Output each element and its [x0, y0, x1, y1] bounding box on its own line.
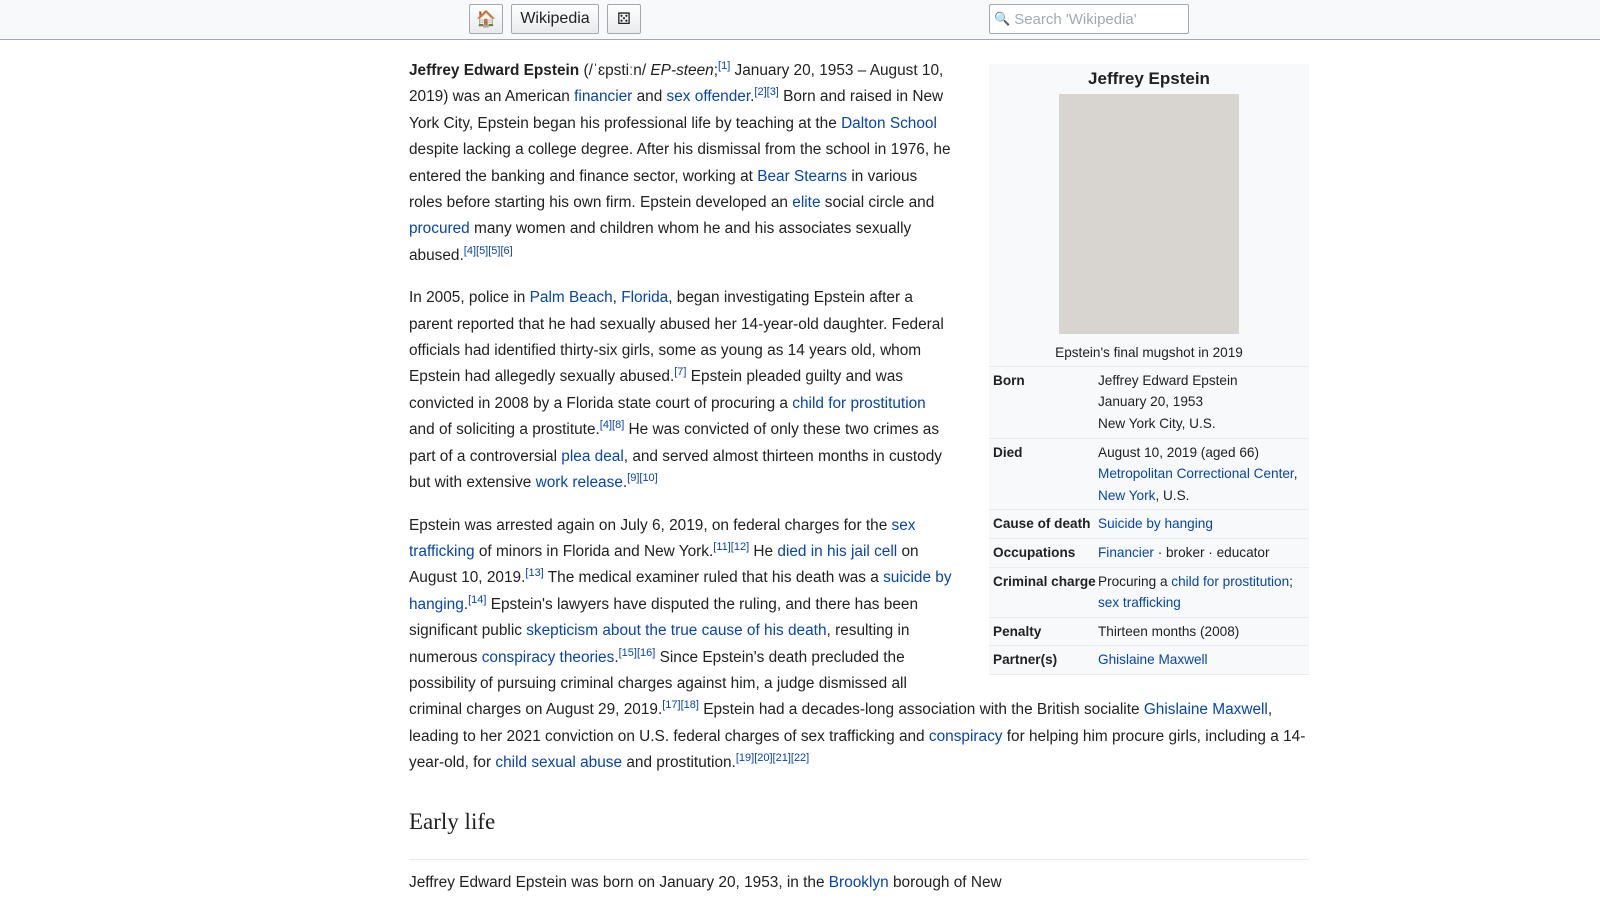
text-run: Born and raised in New York City, Epstein began his professional life by teaching at the — [409, 88, 944, 132]
bold-text: Jeffrey Edward Epstein — [409, 62, 580, 79]
wiki-link[interactable]: sex trafficking — [409, 516, 916, 560]
citation-ref[interactable]: [4][8] — [599, 419, 625, 432]
text-run: , and served almost thirteen months in custody but with extensive — [409, 447, 943, 492]
citation-ref[interactable]: [7] — [674, 366, 687, 379]
text-run: Epstein's lawyers have disputed the ruling, and there has been significant public — [409, 595, 919, 640]
text-run: January 20, 1953 — [1098, 394, 1204, 410]
text-run: . — [614, 648, 619, 666]
text-run: for helping him procure girls, including a 14-year-old, for — [409, 727, 1306, 772]
wiki-link[interactable]: procured — [409, 220, 470, 238]
text-run: on August 10, 2019. — [409, 542, 919, 587]
wiki-link[interactable]: Dalton School — [841, 114, 937, 132]
wiki-link[interactable]: Ghislaine Maxwell — [1143, 701, 1268, 719]
text-run: borough of New — [888, 873, 1002, 891]
infobox-label: Criminal charge — [993, 573, 1096, 589]
dice-icon: ⚄ — [617, 11, 631, 28]
wiki-link[interactable]: New York — [1098, 487, 1156, 503]
text-run: Epstein was arrested again on July 6, 2019, on federal charges for the — [409, 516, 892, 534]
article-content — [409, 58, 1309, 900]
text-run: Jeffrey Edward Epstein — [1098, 372, 1238, 388]
text-run: Epstein pleaded guilty and was convicted in 2008 by a Florida state court of procuring a — [409, 368, 903, 412]
infobox-title: Jeffrey Epstein — [1088, 69, 1210, 88]
search-box[interactable] — [989, 4, 1189, 34]
infobox — [989, 64, 1309, 675]
text-run: Since Epstein's death precluded the possibility of pursuing criminal charges against him, a judge dismissed all criminal charges on August 29, 2019. — [409, 648, 907, 719]
infobox-value — [1098, 621, 1309, 643]
home-button[interactable] — [469, 4, 503, 34]
random-article-button[interactable] — [607, 4, 641, 34]
infobox-row — [989, 568, 1309, 618]
text-run: He was convicted of only these two crimes as part of a controversial — [409, 421, 940, 465]
citation-ref[interactable]: [19][20][21][22] — [735, 752, 810, 765]
text-run: , leading to her 2021 conviction on U.S. federal charges of sex trafficking and — [409, 701, 1273, 745]
text-run: January 20, 1953 – August 10, 2019) was an American — [409, 62, 944, 106]
text-run: in various roles before starting his own firm. Epstein developed an — [409, 167, 918, 212]
infobox-image-wrap — [989, 92, 1309, 341]
infobox-label: Died — [993, 444, 1023, 460]
infobox-label: Cause of death — [993, 516, 1091, 532]
text-run: , U.S. — [1155, 487, 1190, 503]
citation-ref[interactable]: [2][3] — [754, 86, 779, 99]
text-run: The medical examiner ruled that his death was a — [543, 569, 884, 587]
infobox-caption: Epstein's final mugshot in 2019 — [989, 340, 1309, 367]
infobox-value — [1098, 370, 1309, 435]
infobox-value — [1098, 513, 1309, 535]
infobox-label: Occupations — [993, 544, 1076, 560]
citation-ref[interactable]: [14] — [468, 593, 487, 606]
wiki-link[interactable]: plea deal — [561, 447, 624, 465]
infobox-value — [1098, 571, 1309, 614]
wiki-link[interactable]: sex trafficking — [1098, 595, 1181, 611]
text-run: , — [612, 289, 622, 307]
text-run: Jeffrey Edward Epstein was born on January 20, 1953, in the — [409, 873, 829, 891]
wiki-link[interactable]: Bear Stearns — [757, 167, 848, 185]
search-input[interactable] — [1014, 11, 1184, 28]
wiki-link[interactable]: skepticism about the true cause of his death — [526, 622, 827, 640]
infobox-value — [1098, 649, 1309, 671]
wiki-link[interactable]: financier — [574, 88, 633, 106]
infobox-label: Partner(s) — [993, 652, 1058, 668]
infobox-row — [989, 618, 1309, 647]
wiki-link[interactable]: child sexual abuse — [495, 754, 623, 772]
infobox-label: Penalty — [993, 623, 1042, 639]
infobox-label: Born — [993, 372, 1025, 388]
citation-ref[interactable]: [17][18] — [662, 699, 699, 712]
text-run: Procuring a — [1098, 573, 1172, 589]
text-run: , — [1293, 466, 1298, 482]
text-run: · broker · educator — [1153, 544, 1270, 560]
wiki-link[interactable]: Ghislaine Maxwell — [1098, 652, 1208, 668]
early-life-paragraph — [409, 870, 1309, 896]
wiki-link[interactable]: Florida — [621, 289, 669, 307]
magnifier-icon: 🔍 — [994, 11, 1011, 26]
citation-ref[interactable]: [9][10] — [627, 471, 658, 484]
wiki-link[interactable]: Financier — [1098, 544, 1154, 560]
citation-ref[interactable]: [1] — [718, 59, 731, 72]
infobox-row — [989, 367, 1309, 439]
text-run: , began investigating Epstein after a parent reported that he had sexually abused her 14-year-old daughter. Federal officials had identified thirty-six girls, some as young as 14 years old, whom Epstein had allegedly sexually abused. — [409, 289, 944, 386]
wiki-link[interactable]: work release — [535, 474, 623, 492]
infobox-value — [1098, 542, 1309, 564]
text-run: and — [632, 88, 667, 106]
wiki-link[interactable]: suicide by hanging — [409, 569, 952, 613]
wiki-link[interactable]: conspiracy theories — [481, 648, 615, 666]
wiki-link[interactable]: elite — [792, 194, 821, 212]
home-icon: 🏠 — [476, 11, 496, 28]
infobox-value — [1098, 442, 1309, 507]
text-run: and prostitution. — [622, 754, 736, 772]
wiki-link[interactable]: conspiracy — [928, 727, 1003, 745]
infobox-row — [989, 646, 1309, 675]
wiki-link[interactable]: Metropolitan Correctional Center — [1098, 466, 1294, 482]
wiki-link[interactable]: sex offender — [666, 88, 751, 106]
text-run: social circle and — [820, 194, 935, 212]
wiki-link[interactable]: Suicide by hanging — [1098, 516, 1213, 532]
citation-ref[interactable]: [4][5][5][6] — [463, 244, 513, 257]
wiki-link[interactable]: child for prostitution — [1171, 573, 1290, 589]
text-run: . — [750, 88, 755, 106]
infobox-row — [989, 439, 1309, 511]
text-run: despite lacking a college degree. After his dismissal from the school in 1976, he entered the banking and finance sector, working at — [409, 141, 951, 185]
wiki-link[interactable]: died in his jail cell — [777, 542, 898, 560]
text-run: In 2005, police in — [409, 289, 530, 307]
wiki-link[interactable]: child for prostitution — [792, 394, 926, 412]
text-run: ; — [713, 62, 719, 79]
italic-text: EP-steen — [650, 62, 714, 79]
text-run: . — [463, 595, 469, 613]
infobox-row — [989, 539, 1309, 568]
text-run: ; — [1289, 573, 1293, 589]
text-run: New York City, U.S. — [1098, 415, 1216, 431]
citation-ref[interactable]: [11][12] — [713, 540, 750, 553]
wiki-link[interactable]: Palm Beach — [529, 289, 613, 307]
text-run: , resulting in numerous — [409, 622, 910, 666]
citation-ref[interactable]: [15][16] — [618, 646, 656, 659]
text-run: Thirteen months (2008) — [1098, 623, 1240, 639]
text-run: August 10, 2019 (aged 66) — [1098, 444, 1259, 460]
toolbar — [0, 0, 1600, 40]
infobox-rows — [989, 367, 1309, 675]
wiki-link[interactable]: Brooklyn — [828, 873, 889, 891]
infobox-row — [989, 510, 1309, 539]
text-run: many women and children whom he and his associates sexually abused. — [409, 220, 912, 264]
text-run: of minors in Florida and New York. — [474, 542, 714, 560]
infobox-photo[interactable] — [1059, 94, 1239, 334]
citation-ref[interactable]: [13] — [525, 567, 544, 580]
section-heading-early-life: Early life — [409, 805, 1309, 860]
text-run: (/ˈɛpstiːn/ — [579, 62, 651, 79]
text-run: He — [749, 542, 778, 560]
wikipedia-button[interactable]: Wikipedia — [511, 4, 599, 34]
text-run: Epstein had a decades-long association with the British socialite — [698, 701, 1144, 719]
text-run: . — [622, 474, 628, 492]
text-run: and of soliciting a prostitute. — [409, 421, 600, 439]
